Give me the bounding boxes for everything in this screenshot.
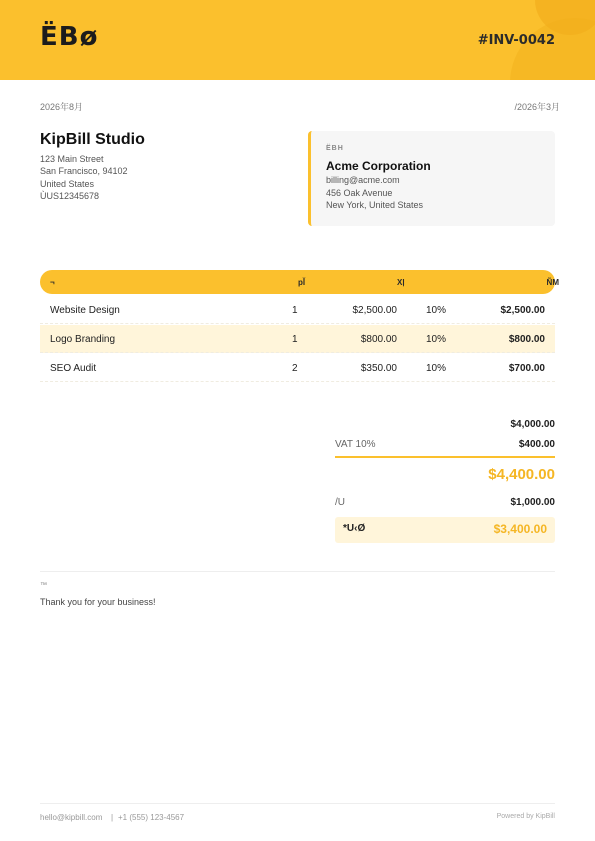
item-amount: $700.00 [508, 363, 545, 374]
item-price: $2,500.00 [352, 305, 397, 316]
footer-divider [40, 803, 555, 804]
vat-value: $400.00 [518, 439, 555, 450]
bill-to-label: ËBH [326, 145, 344, 152]
header-price: Xļ [397, 278, 405, 287]
subtotal-value: $4,000.00 [510, 419, 555, 430]
item-description: Logo Branding [50, 334, 116, 345]
header-quantity: pǏ [298, 278, 306, 287]
sender-tax-id: ÙUS12345678 [40, 191, 100, 201]
invoice-number: #INV-0042 [477, 33, 555, 48]
amount-due-value: $3,400.00 [493, 522, 547, 536]
item-amount: $2,500.00 [500, 305, 545, 316]
table-row [40, 325, 555, 353]
item-tax: 10% [426, 363, 447, 374]
notes-text: Thank you for your business! [40, 597, 156, 607]
issue-date: 2026​年​8​月 [40, 102, 84, 112]
client-address-line: New York, United States [326, 200, 424, 210]
table-row [40, 296, 555, 324]
grand-total: $4,400.00 [488, 466, 555, 483]
client-name: Acme Corporation [326, 159, 431, 173]
item-price: $350.00 [360, 363, 397, 374]
table-row [40, 354, 555, 382]
sender-name: KipBill Studio [40, 131, 145, 148]
item-quantity: 2 [292, 363, 298, 374]
item-amount: $800.00 [508, 334, 545, 345]
powered-by: Powered by KipBill [496, 813, 555, 820]
footer-phone: +1 (555) 123-4567 [118, 813, 185, 822]
item-quantity: 1 [292, 305, 298, 316]
section-divider [40, 571, 555, 572]
footer-separator: | [111, 813, 114, 822]
header-amount: ÑM [546, 278, 559, 287]
amount-due-label: *U‹Ø [343, 523, 366, 534]
footer-email: hello@kipbill.com [40, 813, 103, 822]
client-address-line: 456 Oak Avenue [326, 188, 393, 198]
client-email: billing@acme.com [326, 175, 400, 185]
item-tax: 10% [426, 334, 447, 345]
amount-due-box [335, 517, 555, 543]
sender-address-line: San Francisco, 94102 [40, 166, 128, 176]
item-price: $800.00 [360, 334, 397, 345]
items-table-header [40, 270, 559, 294]
sender-country: United States [40, 179, 95, 189]
bill-to-card [308, 131, 555, 226]
item-tax: 10% [426, 305, 447, 316]
paid-label: /U [335, 497, 345, 508]
totals-divider [335, 456, 555, 458]
due-date: /​2026​年​3​月 [514, 102, 560, 112]
item-description: Website Design [50, 305, 120, 316]
vat-label: VAT 10% [335, 439, 376, 450]
paid-value: $1,000.00 [510, 497, 555, 508]
header-description: ¬ [50, 278, 55, 287]
notes-label: ™ [40, 582, 47, 589]
invoice-header [0, 0, 595, 80]
item-quantity: 1 [292, 334, 298, 345]
sender-address-line: 123 Main Street [40, 154, 104, 164]
item-description: SEO Audit [50, 363, 97, 374]
company-logo: ËBø [40, 22, 99, 52]
